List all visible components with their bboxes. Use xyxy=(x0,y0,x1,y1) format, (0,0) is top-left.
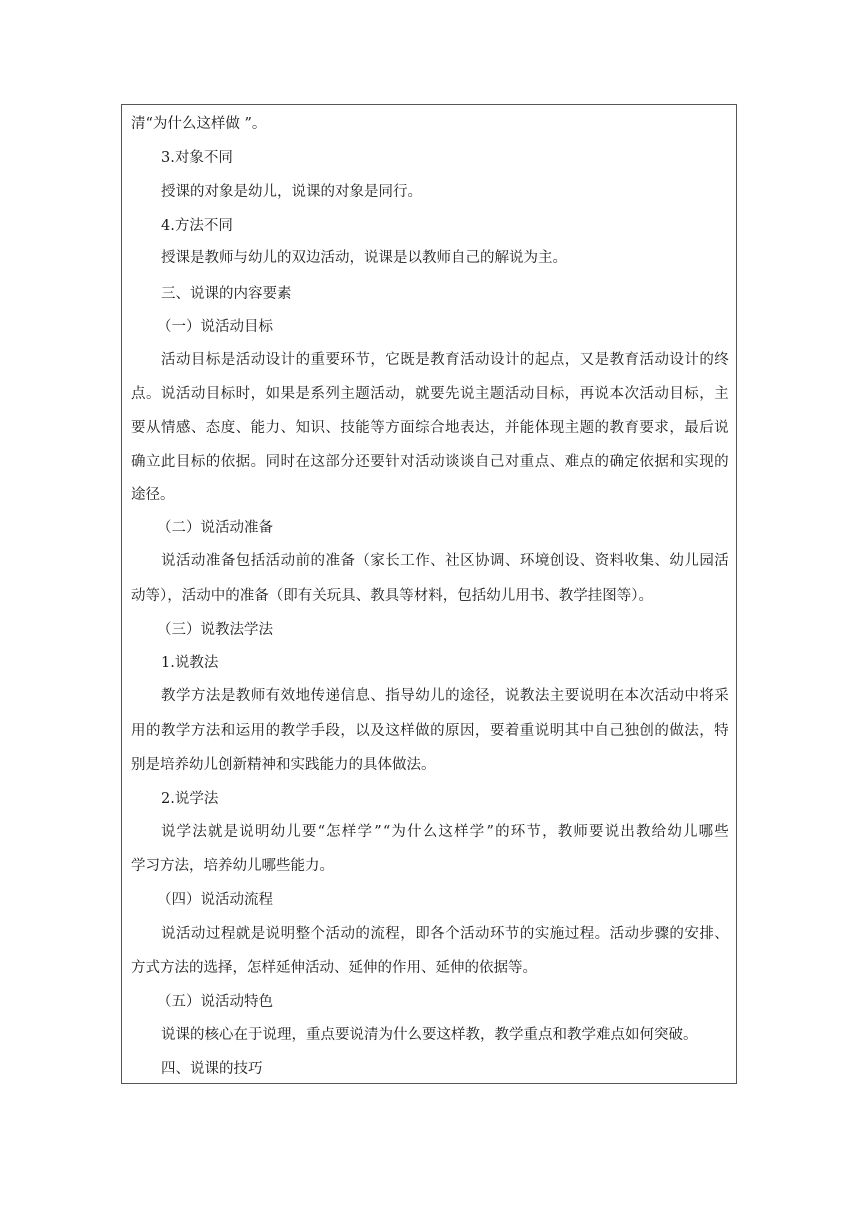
paragraph-line: 确 立 此 目 标 的 依 据 。 同 时 在 这 部 分 还 要 针 对 活 动 谈 谈 自 己 对 重 点 、 难 点 的 确 定 依 据 和 实 现 的 xyxy=(131,454,729,470)
paragraph-line: 动等），活动中的准备（即有关玩具、教具等材料，包括幼儿用书、教学挂图等）。 xyxy=(131,588,653,604)
section-heading: 三、说课的内容要素 xyxy=(161,286,292,302)
paragraph-line: 别是培养幼儿创新精神和实践能力的具体做法。 xyxy=(131,757,436,773)
subheading: 3.对象不同 xyxy=(161,150,233,166)
paragraph-line: 学习方法，培养幼儿哪些能力。 xyxy=(131,858,334,874)
paragraph-line: 说 活 动 准 备 包 括 活 动 前 的 准 备 （ 家 长 工 作 、 社 区 协 调 、 环 境 创 设 、 资 料 收 集 、 幼 儿 园 活 xyxy=(161,553,729,569)
paragraph-line: 点 。 说 活 动 目 标 时 ， 如 果 是 系 列 主 题 活 动 ， 就 要 先 说 主 题 活 动 目 标 ， 再 说 本 次 活 动 目 标 ， 主 xyxy=(131,386,729,402)
subsection-heading: （二）说活动准备 xyxy=(157,520,273,536)
subheading: 4.方法不同 xyxy=(161,218,233,234)
subsection-heading: （五）说活动特色 xyxy=(157,994,273,1010)
paragraph-line: 说课的核心在于说理，重点要说清为什么要这样教，教学重点和教学难点如何突破。 xyxy=(161,1027,698,1043)
text-line: 清“为什么这样做 ”。 xyxy=(131,116,267,132)
paragraph-line: 方式方法的选择，怎样延伸活动、延伸的作用、延伸的依据等。 xyxy=(131,960,537,976)
paragraph-line: 途径。 xyxy=(131,487,175,503)
section-heading: 四、说课的技巧 xyxy=(161,1061,263,1077)
subheading: 2.说学法 xyxy=(161,791,219,807)
subheading: 1.说教法 xyxy=(161,655,219,671)
paragraph-line: 授课的对象是幼儿，说课的对象是同行。 xyxy=(161,184,422,200)
paragraph-line: 用 的 教 学 方 法 和 运 用 的 教 学 手 段 ， 以 及 这 样 做 的 原 因 ， 要 着 重 说 明 其 中 自 己 独 创 的 做 法 ， 特 xyxy=(131,723,729,739)
paragraph-line: 教 学 方 法 是 教 师 有 效 地 传 递 信 息 、 指 导 幼 儿 的 途 径 ， 说 教 法 主 要 说 明 在 本 次 活 动 中 将 采 xyxy=(161,688,729,704)
paragraph-line: 说 活 动 过 程 就 是 说 明 整 个 活 动 的 流 程 ， 即 各 个 活 动 环 节 的 实 施 过 程 。 活 动 步 骤 的 安 排 、 xyxy=(161,926,729,942)
paragraph-line: 授课是教师与幼儿的双边活动，说课是以教师自己的解说为主。 xyxy=(161,250,567,266)
subsection-heading: （四）说活动流程 xyxy=(157,892,273,908)
subsection-heading: （一）说活动目标 xyxy=(157,319,273,335)
subsection-heading: （三）说教法学法 xyxy=(157,622,273,638)
paragraph-line: 说 学 法 就 是 说 明 幼 儿 要 “ 怎 样 学 ” “ 为 什 么 这 样 学 ” 的 环 节 ， 教 师 要 说 出 教 给 幼 儿 哪 些 xyxy=(161,824,729,840)
paragraph-line: 活 动 目 标 是 活 动 设 计 的 重 要 环 节 ， 它 既 是 教 育 活 动 设 计 的 起 点 ， 又 是 教 育 活 动 设 计 的 终 xyxy=(161,352,729,368)
paragraph-line: 要 从 情 感 、 态 度 、 能 力 、 知 识 、 技 能 等 方 面 综 合 地 表 达 ， 并 能 体 现 主 题 的 教 育 要 求 ， 最 后 说 xyxy=(131,420,729,436)
